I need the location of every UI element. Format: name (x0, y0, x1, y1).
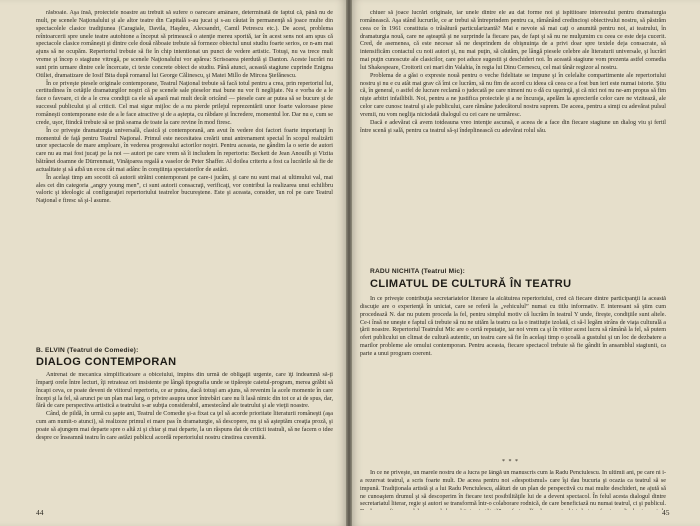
left-page (0, 0, 348, 526)
article-title: CLIMATUL DE CULTURĂ ÎN TEATRU (370, 278, 572, 290)
section-separator: * * * (502, 459, 519, 465)
article-author: B. ELVIN (Teatrul de Comedie): (36, 347, 139, 354)
right-middle-text (360, 296, 666, 451)
paragraph: răsboaie. Aşa însă, proiectele noastre au trebuit să sufere o oarecare amânare, determinată de faptul că, până nu de mult, pe scenele Naţionalului şi ale altor teatre din Capitală s-au jucat şi s-au căutat în permanenţă să joace multe din spectacolele clasice tradiţiunea (Caragiale, Davila, Haşdeu, Alecsandri, Camil Petrescu etc.). De acest, problema reîntoarcerii spre unele teatre autohtone a început să primească o atenţie mereu sporită, iar în acest sens noi am spus că spectacole clasice româneşti şi dintre cele două răboaie trebuie să formeze obiectul unui studiu foarte serios, ce n-am mai ajuns să ne ocupăm. Repertoriul trebuie să fie în chip intentionat un punct de vedere artistic. Totuşi, nu va trece mult vreme şi încep o stagiune vitregă, pe scenele Naţionalului vor apărea: Scrisoarea pierdută şi Danton. Aceste lucrări nu sunt prin urmare dintre cele încercate, ci texte concrete obiect de studiu. Până atunci, această stagiune cuprinde Enigma Otiliei, dramatizare de Iosif Bita după romanul lui George Călinescu, şi Matei Millo de Mircea Ştefănescu. (36, 10, 333, 79)
article-author: RADU NICHITA (Teatrul Mic): (370, 268, 466, 275)
paragraph: chiuer să joace lucrări originale, iar unele dintre ele au dat forme noi şi ispititoare interesului pentru dramaturgia românească. Aşa stând lucrurile, ce ar trebui să întreprindem pentru ca, rămânând credincioşi obiectivului nostru, să păstrăm ceea ce în 1961 constituia o trăsătură particularizantă? Mai e nevoie să mai caţi o anumită pentru noi, ai teatrului, în dramaturgia nouă, care ne aşteaptă şi ne surprinde la fiecare pas, de fapt şi să nu ne mulţumim cu ceea ce este deja cucerit. Cred, de asemenea, că este necesar să ne desprindem de obişnuinţa de a privi doar spre textele deja consacrate, să intensificăm contactul cu noii autori şi, nu mai puţin, să căutăm, pe lângă piesele celebre ale literaturii universale, şi lucrări mai puţin cunoscute ale clasicilor, care pot aduce sugestii şi deschideri noi. În această stagiune vom prezenta astfel comedia lui Shakespeare, Croitorii cei mari din Valahia, în regia lui Dinu Cernescu, cel mai tânăr regizor al nostru. (360, 10, 666, 71)
paragraph: În ce ne priveşte, un marele nostru de a lucra pe lângă un manuscris cum la Radu Penciulescu. În ultimii ani, pe care ni i-a rezervat teatrul, a scris foarte mult. De aceea pentru noi «despotismul» care îşi dau bucuria şi ocazia ca teatrul să se impună. Tradiţionala artistă şi a lui Radu Penciulescu, alături de un plan de perspectivă cu mai multe deschideri, ne ajută să ne cunoaştem drumul şi să descoperim în fiecare text posibilităţile lui de a deveni spectacol. În felul acesta dialogul dintre secretariatul literar, regie şi autori se transformă într-o colaborare rodnică, de care beneficiază nu numai teatrul, ci şi publicul. (360, 470, 666, 508)
paragraph: Când, de pildă, în urmă cu şapte ani, Teatrul de Comedie şi-a fixat ca ţel să acorde prioritate literaturii româneşti (aşa cum am numit-o atunci), să realizeze primul ei mare pas în dramaturgie, să descopere, nu şi să aşteptăm creaţia proză, şi poate să ajungem mai departe spre o altă zi şi chiar şi mai departe, la un răspuns dat de criticii teatrali, să ne facem o idee despre ce înseamnă teatru în care astăzi publicul acordă repertoriului nostru cinstirea cuvenită. (36, 411, 333, 441)
paragraph: Dacă e adevărat că avem totdeauna vreo intenţie ascunsă, e aceea de a face din fiecare stagiune un dialog viu şi fertil între scenă şi sală, pentru ca teatrul să-şi îndeplinească cu adevărat rolul său. (360, 119, 666, 134)
paragraph: Problema de a găsi o expresie nouă pentru o veche fidelitate se impune şi în celelalte compartimente ale repertoriului nostru şi nu e cu atât mai grav că îmi ce lucrăm, să nu fim de acord cu ideea că ceea ce a fost bun ieri este numai istorie. Ştiu că, în general, o astfel de lucrare reclamă o judecată pe care nimeni nu o dă cu uşurinţă, şi că nici noi nu ne-am propus să fim nişte arbitri infailibili. Noi, pentru a ne justifica proiectele şi a ne încuraja, apelăm la aprecierile celor care ne vizitează, ale celor care cunosc teatrul şi ale publicului, care rămâne judecătorul nostru suprem. De aceea, pentru a simţi cu adevărat pulsul vremii, nu vom neglija niciodată dialogul cu cei care ne urmăresc. (360, 72, 666, 118)
right-bottom-text (360, 470, 666, 510)
left-bottom-text (36, 372, 333, 504)
right-page (350, 0, 700, 526)
paragraph: În ce priveşte dramaturgia universală, clasică şi contemporană, am avut în vedere doi factori foarte importanţi în momentul de faţă pentru Teatrul Naţional. Primul este necesitatea creării unui antrenament special în scopul realizării unor spectacole de mare amploare, în vederea progresului actorilor noştri. Pentru aceasta, ne gândim la o serie de autori care nu au mai fost jucaţi pe la noi — autori pe care vrem să îi includem în repertoriu: Beckett de Jean Anouilh şi Vizita bătrânei doamne de Dürrenmatt, Vinăţoarea regală a vaselor de Peter Shaffer. Al doilea criteriu a fost ca lucrările să fie de actualitate şi să aibă un ecou cât mai adânc în conştiinţa spectatorilor de astăzi. (36, 127, 333, 173)
page-number: 44 (36, 508, 44, 517)
article-title: DIALOG CONTEMPORAN (36, 356, 177, 368)
paragraph: În ce priveşte contribuţia secretariatelor literare la alcătuirea repertoriului, cred că fiecare dintre participanţii la această discuţie are o experienţă în uniciat, care se referă la „vehiculul” numai cu titlu informativ. E interesant să ştim cum procedează N. dar nu putem proceda la fel, pentru simplul motiv că lucrăm în teatrul Y unde, fireşte, condiţiile sunt altele. Ce-i însă ne uneşte e faptul că trebuie să nu ne uităm la teatru ca la o instituţie izolată, ci să-l legăm strâns de viaţa culturală a ţării noastre. Repertoriul Teatrului Mic are o certă reputaţie, iar noi vrem ca şi în viitor acest lucru să rămână la fel, să putem oferi publicului un climat de cultură autentic, un teatru care să fie în acelaşi timp o şcoală a gustului şi un loc de dezbatere a marilor probleme ale omului contemporan. Pentru aceasta, fiecare spectacol trebuie să fie gândit în ansamblul stagiunii, ca parte a unui program coerent. (360, 296, 666, 357)
right-top-text (360, 10, 666, 258)
page-number: 45 (662, 508, 670, 517)
paragraph: În ce priveşte piesele originale contemporane, Teatrul Naţional trebuie să facă totul pentru a crea, prin repertoriul lui, certitudinea în cetăţile dramaturgilor noştri că pe scenele sale pieselor mai bune nu vor fi neglijate. Nu e vorba de a le face o favoare, ci de a le crea condiţii ca ele să apară mai mult decât oricând — piesele care ar putea să se bucure şi de succesul publicului şi al criticii. Cel mai sigur mijloc de a nu pierde prilejul reprezentării unor foarte valoroase piese româneşti contemporane este de a le face atractive şi de a aştepta, cu răbdare şi încredere, momentul lor. Dar nu e, cum se crede, uşor, fiindcă trebuie să se ţină seama de toate la care revine în mod firesc. (36, 80, 333, 126)
paragraph: În acelaşi timp am socotit că autorii străini contemporani pe care-i jucăm, şi care nu sunt mai ai ultimului val, mai ales cei din categoria „angry young men”, ci sunt autorii consacraţi, verificaţi, vor contribui la realizarea unui echilibru valoric şi ideologic al configuraţiei repertoriului teatrelor bucureştene. Este şi aceasta, consider, un rol pe care Teatrul Naţional e firesc să şi-l asume. (36, 174, 333, 205)
left-top-text (36, 10, 333, 315)
book-gutter (346, 0, 352, 526)
paragraph: Antrenat de mecanica simplificatoare a obiceiului, împins din urmă de obligaţii urgente, care îţi îndeamnă să-ţi împarţi orele între lecturi, îţi retrateaz ori insistente pe lângă tipografia unde se tipăreşte caietul-program, merea grăbit să încapi ceva, ce poate deveni de viitorul repertoriu, ce ar putea, dacă totuşi am ajuns, să revenim la acele momente în care începi şi la fel, să arunci pe un plan mai larg, o privire asupra unor întrebări care nu îi lasă nimic din tot ce ai de spus, dar, fără de care perspectiva artistică a teatrului s-ar subţia considerabil, amestecând ale teatrului şi ale vieţii noastre. (36, 372, 333, 410)
